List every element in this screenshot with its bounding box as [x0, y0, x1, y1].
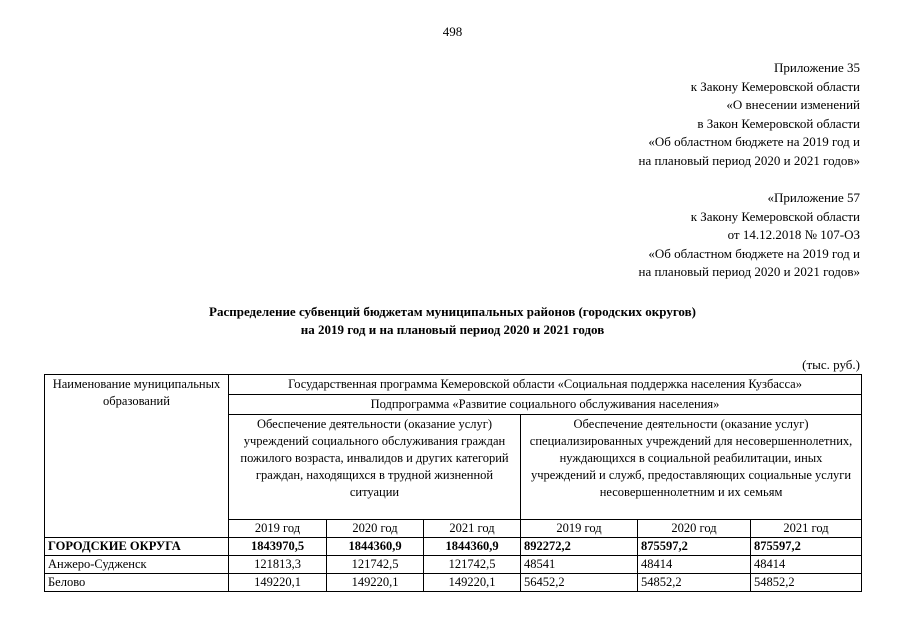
column-header-name: Наименование муниципальных образований [45, 375, 229, 538]
group-header-elderly: Обеспечение деятельности (оказание услуг) учреждений социального обслуживания граждан пожилого возраста, инвалидов и других категорий граждан, находящихся в трудной жизненной ситуации [229, 415, 521, 520]
table-row [45, 574, 862, 592]
year-header: 2019 год [229, 520, 327, 538]
attachment-line: в Закон Кемеровской области [697, 115, 860, 131]
cell-value: 1844360,9 [327, 538, 424, 556]
attachment-line: «Об областном бюджете на 2019 год и [648, 245, 860, 261]
table-row [45, 556, 862, 574]
cell-value: 48414 [751, 556, 862, 574]
attachment-line: «Приложение 57 [767, 190, 860, 205]
attachment-line: на плановый период 2020 и 2021 годов» [638, 264, 860, 279]
row-name: Белово [45, 574, 229, 592]
page-number: 498 [442, 24, 463, 39]
attachment-line: к Закону Кемеровской области [690, 208, 860, 224]
attachment-line: на плановый период 2020 и 2021 годов» [638, 152, 860, 168]
year-header: 2021 год [751, 520, 862, 538]
table-header-row [45, 375, 862, 395]
units-label: (тыс. руб.) [802, 357, 860, 372]
year-header: 2020 год [638, 520, 751, 538]
cell-value: 875597,2 [751, 538, 862, 556]
cell-value: 48541 [521, 556, 638, 574]
attachment-header-57 [639, 189, 861, 282]
cell-value: 54852,2 [751, 574, 862, 592]
cell-value: 121813,3 [229, 556, 327, 574]
program-header: Государственная программа Кемеровской области «Социальная поддержка населения Кузбасса» [229, 375, 862, 395]
cell-value: 149220,1 [229, 574, 327, 592]
attachment-line: «Об областном бюджете на 2019 год и [648, 134, 860, 149]
table-row [45, 538, 862, 556]
subventions-table [44, 374, 862, 592]
group-header-minors: Обеспечение деятельности (оказание услуг) специализированных учреждений для несовершеннолетних, нуждающихся в социальной реабилитации, иных учреждений и служб, предоставляющих социальные услуги несовершеннолетним и их семьям [521, 415, 862, 520]
row-name: Анжеро-Судженск [45, 556, 229, 574]
row-name: ГОРОДСКИЕ ОКРУГА [45, 538, 229, 556]
attachment-line: Приложение 35 [773, 60, 860, 75]
attachment-line: к Закону Кемеровской области [690, 78, 860, 94]
year-header: 2021 год [424, 520, 521, 538]
attachment-header-35 [639, 59, 861, 170]
cell-value: 1844360,9 [424, 538, 521, 556]
cell-value: 121742,5 [424, 556, 521, 574]
subprogram-header: Подпрограмма «Развитие социального обслуживания населения» [229, 395, 862, 415]
cell-value: 149220,1 [327, 574, 424, 592]
attachment-line: от 14.12.2018 № 107-ОЗ [727, 227, 860, 242]
cell-value: 56452,2 [521, 574, 638, 592]
cell-value: 875597,2 [638, 538, 751, 556]
cell-value: 54852,2 [638, 574, 751, 592]
title-line-2: на 2019 год и на плановый период 2020 и 2021 годов [300, 322, 605, 337]
cell-value: 1843970,5 [229, 538, 327, 556]
cell-value: 121742,5 [327, 556, 424, 574]
cell-value: 48414 [638, 556, 751, 574]
attachment-line: «О внесении изменений [726, 97, 860, 112]
title-line-1: Распределение субвенций бюджетам муниципальных районов (городских округов) [209, 304, 696, 319]
year-header: 2020 год [327, 520, 424, 538]
cell-value: 892272,2 [521, 538, 638, 556]
year-header: 2019 год [521, 520, 638, 538]
document-title [0, 303, 905, 339]
cell-value: 149220,1 [424, 574, 521, 592]
